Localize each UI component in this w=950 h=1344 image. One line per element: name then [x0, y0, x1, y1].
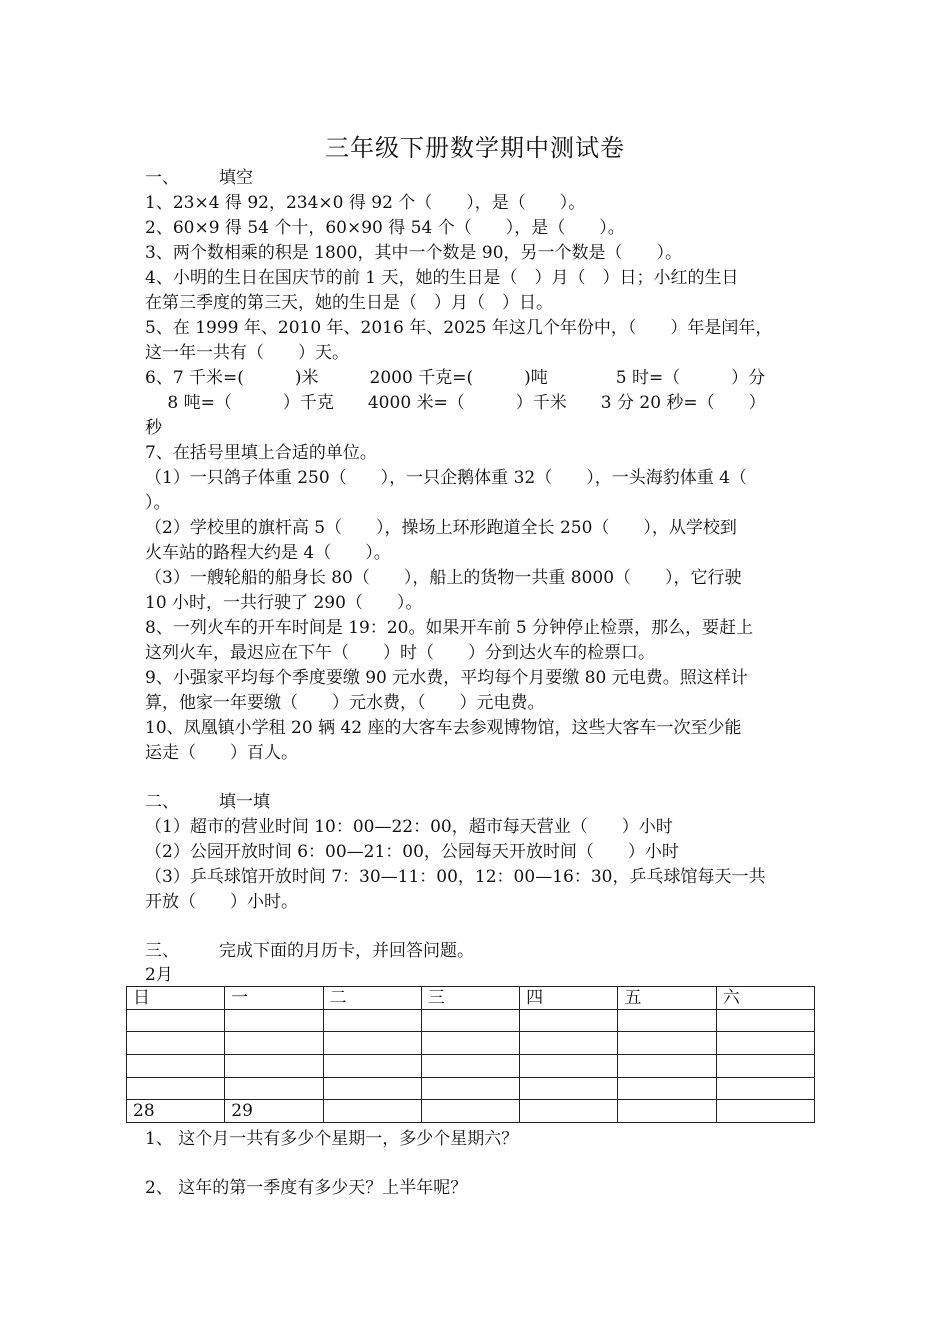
question-line: ）。 [145, 493, 171, 513]
question-line: （3）一艘轮船的船身长 80（ ），船上的货物一共重 8000（ ），它行驶 [145, 568, 742, 588]
question-line: 1、23×4 得 92，234×0 得 92 个（ ），是（ ）。 [145, 193, 586, 213]
section-3-heading [145, 939, 815, 964]
calendar-week-row [127, 1032, 815, 1055]
calendar-cell[interactable] [716, 1077, 814, 1100]
question-line: 运走（ ）百人。 [145, 743, 298, 763]
calendar-cell[interactable] [618, 1032, 716, 1055]
calendar-header-cell: 四 [520, 987, 618, 1010]
question-line: 10、凤凰镇小学租 20 辆 42 座的大客车去参观博物馆，这些大客车一次至少能 [145, 718, 742, 738]
question-line: 秒 [145, 418, 162, 438]
calendar-cell[interactable] [618, 1100, 716, 1123]
calendar-header-row [127, 987, 815, 1010]
calendar-question-1: 1、 这个月一共有多少个星期一，多少个星期六？ [145, 1129, 519, 1149]
question-line: 在第三季度的第三天，她的生日是（ ）月（ ）日。 [145, 293, 553, 313]
calendar-cell[interactable] [520, 1100, 618, 1123]
calendar-header-cell: 五 [618, 987, 716, 1010]
calendar-cell[interactable] [225, 1009, 323, 1032]
question-line: 5、在 1999 年、2010 年、2016 年、2025 年这几个年份中，（ ）年是闰年， [145, 318, 773, 338]
calendar-cell[interactable] [618, 1009, 716, 1032]
calendar-cell[interactable] [716, 1032, 814, 1055]
calendar-week-row [127, 1009, 815, 1032]
calendar-header-cell: 一 [225, 987, 323, 1010]
calendar-week-row [127, 1077, 815, 1100]
question-line: 2、60×9 得 54 个十，60×90 得 54 个（ ），是（ ）。 [145, 218, 625, 238]
calendar-cell[interactable] [716, 1054, 814, 1077]
calendar-cell[interactable] [127, 1077, 225, 1100]
question-line: （3）乒乓球馆开放时间 7：30—11：00，12：00—16：30，乒乓球馆每天一共 [145, 867, 766, 887]
question-line: 7、在括号里填上合适的单位。 [145, 443, 377, 463]
calendar-cell[interactable] [716, 1009, 814, 1032]
question-line: 10 小时，一共行驶了 290（ ）。 [145, 593, 423, 613]
calendar-cell[interactable] [323, 1100, 421, 1123]
section-1-title: 填空 [219, 168, 253, 188]
calendar-cell[interactable] [421, 1077, 519, 1100]
calendar-cell[interactable] [323, 1032, 421, 1055]
calendar-cell[interactable] [323, 1054, 421, 1077]
question-line: （1）超市的营业时间 10：00—22：00，超市每天营业（ ）小时 [145, 817, 673, 837]
question-line: 8、一列火车的开车时间是 19：20。如果开车前 5 分钟停止检票，那么，要赶上 [145, 618, 754, 638]
calendar-header-cell: 日 [127, 987, 225, 1010]
calendar-cell[interactable] [127, 1009, 225, 1032]
calendar-cell[interactable] [323, 1077, 421, 1100]
calendar-week-row [127, 1100, 815, 1123]
section-1-heading [145, 166, 815, 191]
calendar-cell[interactable] [127, 1054, 225, 1077]
question-line: （2）公园开放时间 6：00—21：00，公园每天开放时间（ ）小时 [145, 842, 679, 862]
question-line: （1）一只鸽子体重 250（ ），一只企鹅体重 32（ ），一头海豹体重 4（ [145, 468, 747, 488]
question-line: 开放（ ）小时。 [145, 892, 298, 912]
calendar-cell[interactable] [520, 1077, 618, 1100]
calendar-header-cell: 六 [716, 987, 814, 1010]
calendar-cell[interactable] [618, 1054, 716, 1077]
calendar-cell[interactable] [323, 1009, 421, 1032]
calendar-table [126, 986, 815, 1123]
calendar-cell[interactable] [127, 1032, 225, 1055]
question-line: 算，他家一年要缴（ ）元水费，（ ）元电费。 [145, 693, 545, 713]
question-line: 这一年一共有（ ）天。 [145, 343, 349, 363]
section-1-number: 一、 [145, 168, 179, 188]
question-line: 9、小强家平均每个季度要缴 90 元水费，平均每个月要缴 80 元电费。照这样计 [145, 668, 748, 688]
question-line: 3、两个数相乘的积是 1800，其中一个数是 90，另一个数是（ ）。 [145, 243, 683, 263]
calendar-cell[interactable] [421, 1054, 519, 1077]
calendar-cell[interactable] [421, 1009, 519, 1032]
calendar-question-2: 2、 这年的第一季度有多少天？上半年呢？ [145, 1178, 468, 1198]
calendar-cell[interactable] [421, 1032, 519, 1055]
calendar-cell[interactable] [225, 1054, 323, 1077]
question-line: 这列火车，最迟应在下午（ ）时（ ）分到达火车的检票口。 [145, 643, 655, 663]
question-line: 4、小明的生日在国庆节的前 1 天，她的生日是（ ）月（ ）日；小红的生日 [145, 268, 739, 288]
calendar-cell[interactable] [520, 1054, 618, 1077]
section-2-number: 二、 [145, 792, 179, 812]
section-3-number: 三、 [145, 941, 179, 961]
question-line: 8 吨=（ ）千克 4000 米=（ ）千米 3 分 20 秒=（ ） [145, 393, 766, 413]
question-line: （2）学校里的旗杆高 5（ ），操场上环形跑道全长 250（ ），从学校到 [145, 518, 737, 538]
calendar-cell[interactable] [421, 1100, 519, 1123]
calendar-cell[interactable] [716, 1100, 814, 1123]
calendar-cell[interactable] [225, 1077, 323, 1100]
calendar-month-label: 2月 [145, 965, 173, 985]
section-2-title: 填一填 [219, 792, 270, 812]
page-title: 三年级下册数学期中测试卷 [325, 134, 625, 162]
section-2-heading [145, 790, 815, 815]
question-line: 火车站的路程大约是 4（ ）。 [145, 543, 391, 563]
calendar-cell[interactable] [225, 1032, 323, 1055]
calendar-cell[interactable] [520, 1009, 618, 1032]
calendar-cell[interactable] [618, 1077, 716, 1100]
calendar-header-cell: 三 [421, 987, 519, 1010]
section-3-title: 完成下面的月历卡，并回答问题。 [219, 941, 474, 961]
calendar-week-row [127, 1054, 815, 1077]
calendar-header-cell: 二 [323, 987, 421, 1010]
calendar-cell[interactable]: 29 [225, 1100, 323, 1123]
calendar-cell[interactable]: 28 [127, 1100, 225, 1123]
question-line: 6、7 千米=( )米 2000 千克=( )吨 5 时=（ ）分 [145, 368, 766, 388]
calendar-cell[interactable] [520, 1032, 618, 1055]
